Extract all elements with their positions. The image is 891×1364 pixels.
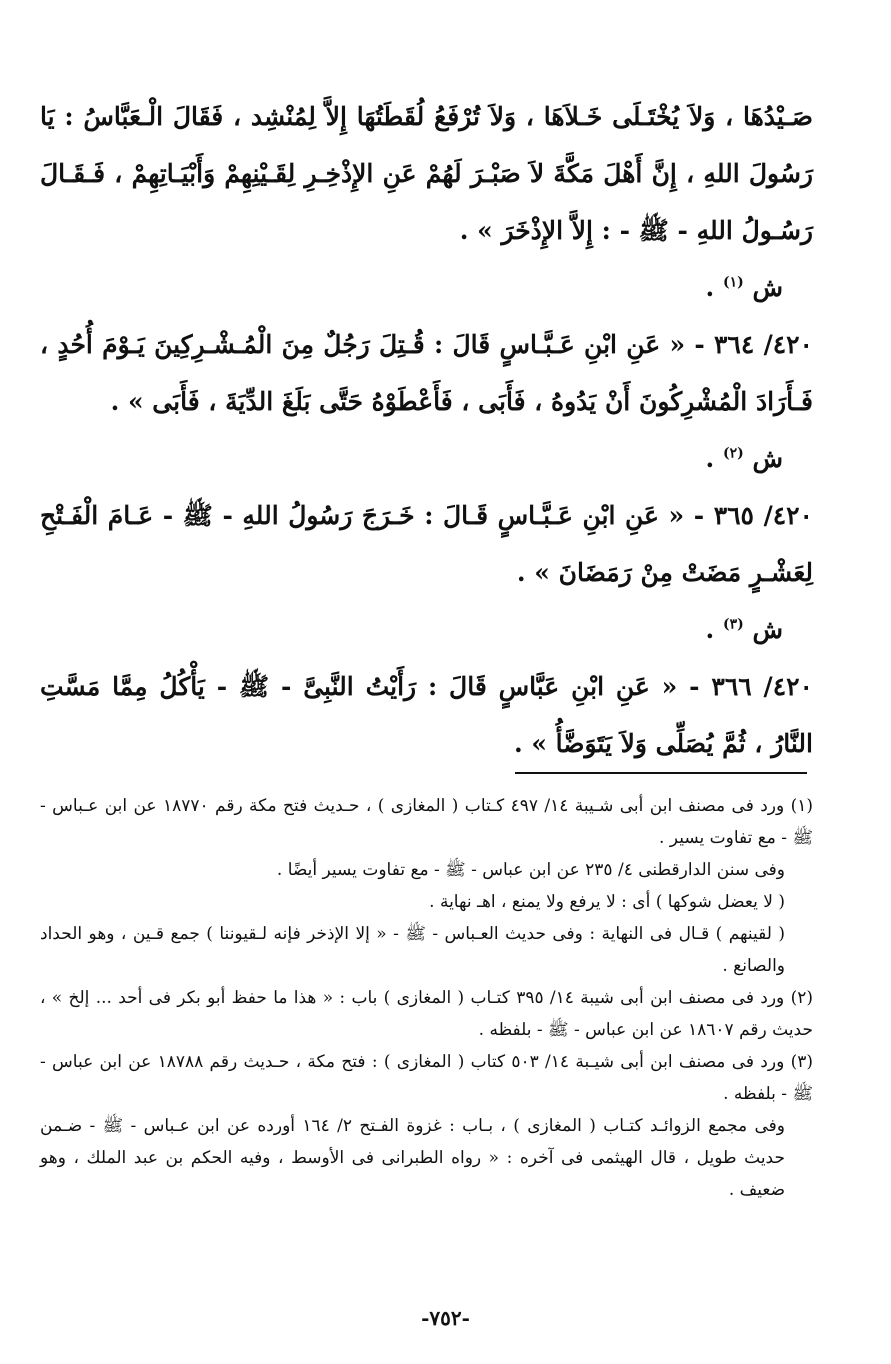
footnote-3-b: وفى مجمع الزوائـد كتـاب ( المغازى ) ، بـاب : غزوة الفـتح ٢/ ١٦٤ أورده عن ابن عـباس - ﷺ - ضـمن حديث طويل ، قال الهيثمى فى آخره : « رواه الطبرانى فى الأوسط ، وفيه الحكم بن عبد الملك ، وهو ضعيف . (40, 1116, 785, 1200)
hadith-365: ٤٢٠/ ٣٦٥ - « عَنِ ابْنِ عَـبَّـاسٍ قَـالَ : خَـرَجَ رَسُولُ اللهِ - ﷺ - عَـامَ الْفَـتْحِ لِعَشْـرٍ مَضَتْ مِنْ رَمَضَانَ » . (40, 501, 813, 587)
page-number: -٧٥٢- (421, 1306, 470, 1330)
footnote-3: (٣) ورد فى مصنف ابن أبى شيـبة ١٤/ ٥٠٣ كتاب ( المغازى ) : فتح مكة ، حـديث رقم ١٨٧٨٨ عن ابن عباس - ﷺ - بلفظه . (40, 1052, 813, 1104)
sharh-letter: ش (752, 444, 783, 473)
footnote-ref-3: (٣) (722, 616, 744, 633)
footnote-1: (١) ورد فى مصنف ابن أبى شـيبة ١٤/ ٤٩٧ كـتاب ( المغازى ) ، حـديث فتح مكة رقم ١٨٧٧٠ عن ابن عـباس - ﷺ - مع تفاوت يسير . (40, 796, 813, 848)
sharh-marker-2: ش $^{(٢)}$ . (705, 444, 783, 473)
footnote-1-d: ( لقينهم ) قـال فى النهاية : وفى حديث العـباس - ﷺ - « إلا الإذخر فإنه لـقيوننا ) جمع قـين ، وهو الحداد والصانع . (40, 924, 785, 976)
footnote-separator (515, 772, 807, 774)
hadith-364: ٤٢٠/ ٣٦٤ - « عَنِ ابْنِ عَـبَّـاسٍ قَالَ : قُـتِلَ رَجُلٌ مِنَ الْمُـشْـرِكِينَ يَـوْمَ أُحُدٍ ، فَـأَرَادَ الْمُشْرِكُونَ أَنْ يَدُوهُ ، فَأَبَى ، فَأَعْطَوْهُ حَتَّى بَلَغَ الدِّيَةَ ، فَأَبَى » . (40, 330, 813, 416)
sharh-marker-1: ش $^{(١)}$ . (705, 273, 783, 302)
hadith-366: ٤٢٠/ ٣٦٦ - « عَنِ ابْنِ عَبَّاسٍ قَالَ : رَأَيْتُ النَّبِىَّ - ﷺ - يَأْكُلُ مِمَّا مَسَّتِ النَّارُ ، ثُمَّ يُصَلِّى وَلاَ يَتَوَضَّأُ » . (40, 672, 813, 758)
sharh-letter: ش (752, 615, 783, 644)
sharh-marker-3: ش $^{(٣)}$ . (705, 615, 783, 644)
main-text (40, 88, 813, 772)
footnote-2: (٢) ورد فى مصنف ابن أبى شيبة ١٤/ ٣٩٥ كتـاب ( المغازى ) باب : « هذا ما حفظ أبو بكر فى أحد ... إلخ » ، حديث رقم ١٨٦٠٧ عن ابن عباس - ﷺ - بلفظه . (40, 988, 813, 1040)
footnote-1-c: ( لا يعضل شوكها ) أى : لا يرفع ولا يمنع ، اهـ نهاية . (429, 892, 785, 912)
sharh-letter: ش (752, 273, 783, 302)
footnotes (40, 790, 813, 1206)
footnote-1-b: وفى سنن الدارقطنى ٤/ ٢٣٥ عن ابن عباس - ﷺ - مع تفاوت يسير أيضًا . (276, 860, 785, 880)
footnote-ref-1: (١) (722, 274, 744, 291)
hadith-continuation: صَـيْدُهَا ، وَلاَ يُخْتَـلَى خَـلاَهَا ، وَلاَ تُرْفَعُ لُقَطَتُهَا إِلاَّ لِمُنْشِد ، فَقَالَ الْـعَبَّاسُ : يَا رَسُولَ اللهِ ، إِنَّ أَهْلَ مَكَّةَ لاَ صَبْـرَ لَهُمْ عَنِ الإِذْخِـرِ لِقَـيْنِهِمْ وَأَبْيَـاتِهِمْ ، فَـقَـالَ رَسُـولُ اللهِ - ﷺ - : إِلاَّ الإِذْخَرَ » . (40, 102, 813, 245)
footnote-ref-2: (٢) (722, 445, 744, 462)
